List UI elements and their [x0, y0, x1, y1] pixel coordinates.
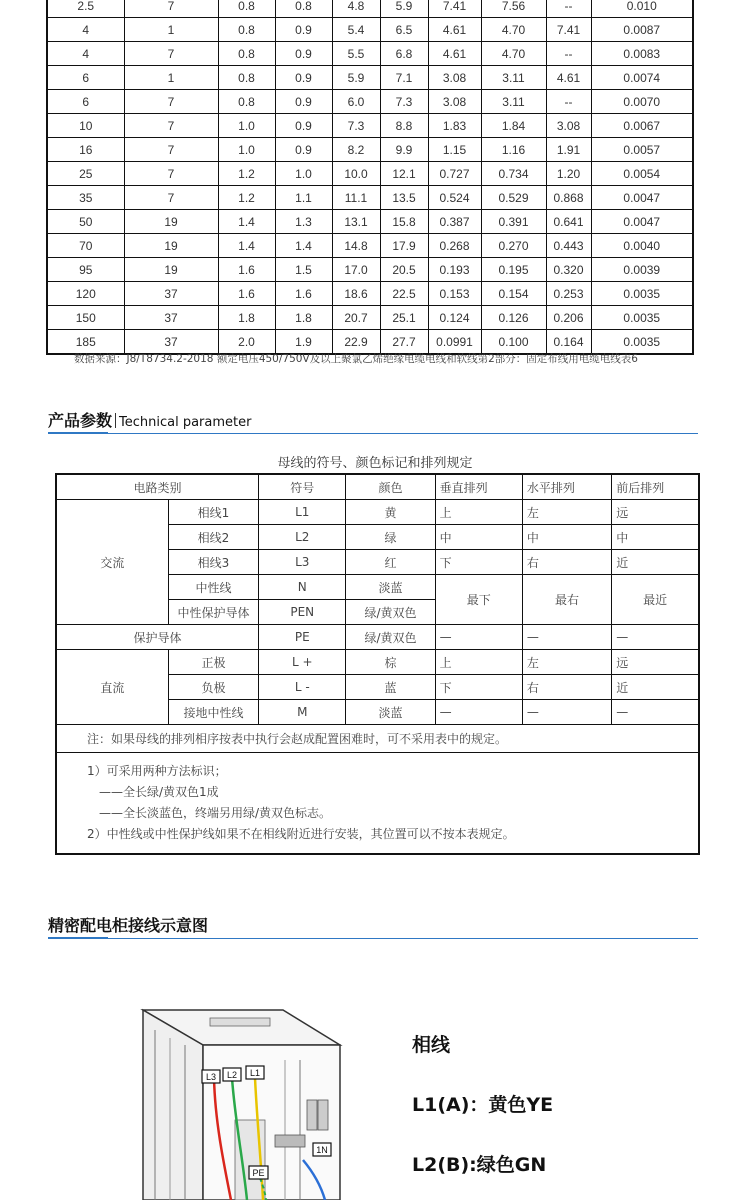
section-title-params — [48, 408, 251, 431]
cable-table-cell: 10 — [47, 114, 124, 138]
cable-table-cell: 7 — [124, 138, 218, 162]
cable-table-cell: 4.61 — [428, 18, 481, 42]
source-note: 数据来源：J8/T8734.2-2018 额定电压450/750V及以上聚氯乙烯绝缘电缆电线和软线第2部分：固定布线用电缆电线表6 — [74, 353, 638, 365]
ac-row-front-back: 中 — [612, 525, 699, 550]
label-l1-tag — [246, 1066, 264, 1079]
dc-row-horizontal: 右 — [522, 675, 611, 700]
cable-table-cell: 0.443 — [546, 234, 591, 258]
cable-table-cell: 4 — [47, 18, 124, 42]
cable-table-cell: 1.2 — [218, 162, 275, 186]
dc-row-color: 棕 — [346, 650, 435, 675]
ac-row-name: 相线3 — [168, 550, 258, 575]
cable-table-cell: 0.8 — [218, 18, 275, 42]
pe-horizontal: — — [522, 625, 611, 650]
cable-table-cell: 120 — [47, 282, 124, 306]
cable-table-cell: 7 — [124, 114, 218, 138]
header-symbol: 符号 — [259, 474, 346, 500]
cable-table-cell: 0.193 — [428, 258, 481, 282]
dc-row-name: 接地中性线 — [168, 700, 258, 725]
svg-text:L2: L2 — [226, 1070, 238, 1080]
cable-table-cell: 1.8 — [275, 306, 332, 330]
cable-table-cell: 0.320 — [546, 258, 591, 282]
ac-row-color: 黄 — [346, 500, 435, 525]
cable-table-cell: 7 — [124, 42, 218, 66]
cable-table-cell: 70 — [47, 234, 124, 258]
cable-table-cell: 27.7 — [380, 330, 428, 355]
cable-table-cell: 185 — [47, 330, 124, 355]
cable-table-cell: 1.6 — [218, 282, 275, 306]
cable-table-cell: 0.124 — [428, 306, 481, 330]
cable-table-cell: 50 — [47, 210, 124, 234]
cable-table-cell: 19 — [124, 258, 218, 282]
cable-table-cell: 0.641 — [546, 210, 591, 234]
cable-table-cell: 7 — [124, 90, 218, 114]
cable-table-cell: -- — [546, 42, 591, 66]
cable-table-cell: 0.9 — [275, 114, 332, 138]
cable-table-cell: 1.9 — [275, 330, 332, 355]
cable-table-cell: 0.0047 — [591, 210, 693, 234]
dc-row-front-back: 远 — [612, 650, 699, 675]
cable-table-cell: 22.9 — [332, 330, 380, 355]
cable-table-cell: 37 — [124, 330, 218, 355]
cable-table-cell: 5.9 — [380, 0, 428, 18]
cable-table-cell: 1.84 — [481, 114, 546, 138]
cable-table-cell: 0.164 — [546, 330, 591, 355]
pe-name: 保护导体 — [56, 625, 259, 650]
svg-text:L3: L3 — [205, 1072, 217, 1082]
header-circuit-type: 电路类别 — [56, 474, 259, 500]
cable-table-cell: 0.0067 — [591, 114, 693, 138]
cable-table-row — [47, 162, 693, 186]
cable-table-cell: 1 — [124, 66, 218, 90]
cable-table-row — [47, 258, 693, 282]
svg-text:1N: 1N — [316, 1145, 328, 1155]
cable-table-cell: 7.3 — [332, 114, 380, 138]
section-underline — [48, 433, 698, 434]
cable-table-cell: 0.8 — [218, 0, 275, 18]
ac-row-color: 绿 — [346, 525, 435, 550]
cable-table-cell: 6.5 — [380, 18, 428, 42]
cable-table-cell: 3.08 — [428, 90, 481, 114]
dc-row-symbol: L + — [259, 650, 346, 675]
cable-table-cell: 1.1 — [275, 186, 332, 210]
cable-table-cell: 1.4 — [218, 210, 275, 234]
cable-table-cell: 0.0054 — [591, 162, 693, 186]
cable-table-cell: 25.1 — [380, 306, 428, 330]
cable-table-cell: 9.9 — [380, 138, 428, 162]
ac-row-front-back: 近 — [612, 550, 699, 575]
cable-table-cell: 0.268 — [428, 234, 481, 258]
dc-row-front-back: 近 — [612, 675, 699, 700]
cable-table-cell: 12.1 — [380, 162, 428, 186]
dc-row-color: 淡蓝 — [346, 700, 435, 725]
neutral-color: 淡蓝 — [346, 575, 435, 600]
cable-table-cell: 19 — [124, 234, 218, 258]
cable-table-cell: 7 — [124, 0, 218, 18]
note-line: 2）中性线或中性保护线如果不在相线附近进行安装，其位置可以不按本表规定。 — [87, 827, 515, 841]
cable-table-cell: 2.0 — [218, 330, 275, 355]
cable-table-row — [47, 0, 693, 18]
cable-table-cell: 6 — [47, 90, 124, 114]
cable-table-cell: 0.206 — [546, 306, 591, 330]
cable-table-cell: 1.6 — [218, 258, 275, 282]
cable-table-cell: 37 — [124, 306, 218, 330]
pe-front-back: — — [612, 625, 699, 650]
cable-table-cell: 0.529 — [481, 186, 546, 210]
cable-table-cell: 0.9 — [275, 18, 332, 42]
header-horizontal: 水平排列 — [522, 474, 611, 500]
busbar-table — [55, 473, 700, 855]
cable-table-cell: -- — [546, 90, 591, 114]
cable-table-cell: 1.0 — [218, 114, 275, 138]
cable-table-cell: 19 — [124, 210, 218, 234]
top-vent — [210, 1018, 270, 1026]
cable-table-cell: 4.61 — [428, 42, 481, 66]
dc-row-symbol: L - — [259, 675, 346, 700]
cable-table-cell: 0.0035 — [591, 282, 693, 306]
header-color: 颜色 — [346, 474, 435, 500]
cable-table-cell: 0.0991 — [428, 330, 481, 355]
cable-table-cell: 3.08 — [546, 114, 591, 138]
cable-table-cell: 1.15 — [428, 138, 481, 162]
cable-table-cell: 0.270 — [481, 234, 546, 258]
ac-row-name: 相线1 — [168, 500, 258, 525]
busbar-table-caption: 母线的符号、颜色标记和排列规定 — [277, 456, 473, 471]
cable-table-cell: 15.8 — [380, 210, 428, 234]
cable-table-cell: 0.0057 — [591, 138, 693, 162]
header-vertical: 垂直排列 — [435, 474, 522, 500]
cable-table-cell: 0.734 — [481, 162, 546, 186]
header-front-back: 前后排列 — [612, 474, 699, 500]
dc-row-color: 蓝 — [346, 675, 435, 700]
cable-table-cell: 7.41 — [546, 18, 591, 42]
cable-table-row — [47, 186, 693, 210]
note-line: 1）可采用两种方法标识； — [87, 764, 227, 778]
dc-row-horizontal: — — [522, 700, 611, 725]
cable-table-cell: 4.70 — [481, 18, 546, 42]
cable-table-cell: 0.126 — [481, 306, 546, 330]
cable-table-cell: 0.8 — [218, 66, 275, 90]
cable-table-cell: 0.868 — [546, 186, 591, 210]
cable-table-cell: 0.100 — [481, 330, 546, 355]
neutral-vertical: 最下 — [435, 575, 522, 625]
note-line: ——全长绿/黄双色1成 — [99, 785, 219, 799]
ac-row-front-back: 远 — [612, 500, 699, 525]
svg-text:L1: L1 — [249, 1068, 261, 1078]
section-title-diagram: 精密配电柜接线示意图 — [48, 916, 209, 935]
cable-table-cell: 1.5 — [275, 258, 332, 282]
cable-table-cell: 0.153 — [428, 282, 481, 306]
cable-table-row — [47, 114, 693, 138]
legend-line-l1: L1(A)：黄色YE — [412, 1094, 554, 1116]
cable-table-cell: 4.61 — [546, 66, 591, 90]
section-title-en: Technical parameter — [119, 415, 252, 430]
table-notes — [56, 753, 699, 855]
dc-row-vertical: — — [435, 700, 522, 725]
legend-title: 相线 — [412, 1034, 451, 1056]
cable-table-cell: 0.0035 — [591, 306, 693, 330]
cable-table-row — [47, 138, 693, 162]
section-underline — [48, 938, 698, 939]
pen-color: 绿/黄双色 — [346, 600, 435, 625]
cable-table-cell: 20.5 — [380, 258, 428, 282]
cable-spec-table — [46, 0, 694, 355]
ac-row-symbol: L1 — [259, 500, 346, 525]
cable-table-cell: 1.20 — [546, 162, 591, 186]
cable-table-cell: 0.0047 — [591, 186, 693, 210]
cable-table-cell: 0.195 — [481, 258, 546, 282]
cable-table-cell: 0.727 — [428, 162, 481, 186]
cable-table-cell: 7 — [124, 186, 218, 210]
cable-table-cell: 0.391 — [481, 210, 546, 234]
cable-table-cell: 0.0087 — [591, 18, 693, 42]
cable-table-cell: 1.16 — [481, 138, 546, 162]
pen-symbol: PEN — [259, 600, 346, 625]
cable-table-row — [47, 18, 693, 42]
cable-table-row — [47, 282, 693, 306]
cable-table-cell: 0.8 — [218, 42, 275, 66]
cable-table-cell: 1.4 — [218, 234, 275, 258]
ac-row-color: 红 — [346, 550, 435, 575]
cable-table-cell: 0.9 — [275, 90, 332, 114]
cable-table-cell: 0.8 — [275, 0, 332, 18]
ac-row-symbol: L2 — [259, 525, 346, 550]
cable-table-cell: 3.11 — [481, 90, 546, 114]
ac-row-vertical: 中 — [435, 525, 522, 550]
cable-table-cell: 3.11 — [481, 66, 546, 90]
cable-table-cell: 1.0 — [275, 162, 332, 186]
cable-table-cell: 1.2 — [218, 186, 275, 210]
cable-table-cell: 1.3 — [275, 210, 332, 234]
ac-row-horizontal: 右 — [522, 550, 611, 575]
cabinet-wiring-diagram — [135, 1000, 350, 1200]
cable-table-cell: 14.8 — [332, 234, 380, 258]
cable-table-cell: 6.8 — [380, 42, 428, 66]
cable-table-row — [47, 210, 693, 234]
cable-table-cell: 0.0040 — [591, 234, 693, 258]
table-note: 注：如果母线的排列相序按表中执行会赵成配置困难时，可不采用表中的规定。 — [56, 725, 699, 753]
neutral-name: 中性线 — [168, 575, 258, 600]
dc-row-vertical: 上 — [435, 650, 522, 675]
cable-table-row — [47, 90, 693, 114]
section-title-cn: 产品参数 — [48, 411, 113, 430]
cable-table-cell: 95 — [47, 258, 124, 282]
cable-table-cell: 25 — [47, 162, 124, 186]
legend-line-l2: L2(B):绿色GN — [412, 1154, 547, 1176]
cable-table-cell: 22.5 — [380, 282, 428, 306]
ac-row-horizontal: 左 — [522, 500, 611, 525]
cable-table-cell: 11.1 — [332, 186, 380, 210]
pe-symbol: PE — [259, 625, 346, 650]
cable-table-cell: 1.83 — [428, 114, 481, 138]
cable-table-cell: 0.154 — [481, 282, 546, 306]
cable-table-cell: 150 — [47, 306, 124, 330]
divider — [115, 413, 116, 428]
dc-row-horizontal: 左 — [522, 650, 611, 675]
ac-row-horizontal: 中 — [522, 525, 611, 550]
cable-table-cell: 8.2 — [332, 138, 380, 162]
cable-table-cell: 6 — [47, 66, 124, 90]
cable-table-cell: 0.0083 — [591, 42, 693, 66]
cable-table-cell: 0.9 — [275, 42, 332, 66]
cable-table-cell: 0.0070 — [591, 90, 693, 114]
cable-table-cell: 7.41 — [428, 0, 481, 18]
ac-row-symbol: L3 — [259, 550, 346, 575]
cable-table-cell: 8.8 — [380, 114, 428, 138]
cable-table-cell: 0.524 — [428, 186, 481, 210]
cable-table-cell: 1.91 — [546, 138, 591, 162]
cable-table-cell: 6.0 — [332, 90, 380, 114]
cable-table-cell: 1 — [124, 18, 218, 42]
cable-table-cell: 7.3 — [380, 90, 428, 114]
cable-table-cell: 0.8 — [218, 90, 275, 114]
cable-table-cell: 16 — [47, 138, 124, 162]
cable-table-cell: 5.5 — [332, 42, 380, 66]
cable-table-cell: 0.9 — [275, 138, 332, 162]
dc-row-vertical: 下 — [435, 675, 522, 700]
cable-table-cell: -- — [546, 0, 591, 18]
cable-table-cell: 2.5 — [47, 0, 124, 18]
cable-table-cell: 35 — [47, 186, 124, 210]
ac-row-vertical: 下 — [435, 550, 522, 575]
cable-table-cell: 18.6 — [332, 282, 380, 306]
cable-table-cell: 7.1 — [380, 66, 428, 90]
cable-table-row — [47, 66, 693, 90]
cable-table-cell: 1.0 — [218, 138, 275, 162]
cable-table-row — [47, 42, 693, 66]
dc-row-front-back: — — [612, 700, 699, 725]
cable-table-cell: 13.1 — [332, 210, 380, 234]
cable-table-cell: 20.7 — [332, 306, 380, 330]
cable-table-cell: 4 — [47, 42, 124, 66]
cable-table-cell: 17.9 — [380, 234, 428, 258]
ac-row-name: 相线2 — [168, 525, 258, 550]
pe-vertical: — — [435, 625, 522, 650]
cable-table-cell: 17.0 — [332, 258, 380, 282]
cable-table-cell: 0.253 — [546, 282, 591, 306]
cable-table-cell: 13.5 — [380, 186, 428, 210]
cable-table-cell: 0.9 — [275, 66, 332, 90]
label-l3-tag — [202, 1070, 220, 1083]
pe-color: 绿/黄双色 — [346, 625, 435, 650]
dc-label: 直流 — [56, 650, 168, 725]
cable-table-cell: 5.9 — [332, 66, 380, 90]
cable-table-row — [47, 306, 693, 330]
label-pe-tag — [249, 1166, 268, 1179]
neutral-front-back: 最近 — [612, 575, 699, 625]
svg-text:PE: PE — [252, 1168, 265, 1178]
cable-table-cell: 4.70 — [481, 42, 546, 66]
ac-label: 交流 — [56, 500, 168, 625]
cable-table-cell: 7.56 — [481, 0, 546, 18]
cable-table-cell: 0.0035 — [591, 330, 693, 355]
label-l2-tag — [223, 1068, 241, 1081]
cable-table-cell: 0.0074 — [591, 66, 693, 90]
cable-table-cell: 7 — [124, 162, 218, 186]
cable-table-cell: 1.4 — [275, 234, 332, 258]
pen-name: 中性保护导体 — [168, 600, 258, 625]
neutral-horizontal: 最右 — [522, 575, 611, 625]
cable-table-cell: 0.010 — [591, 0, 693, 18]
label-1n-tag — [313, 1143, 331, 1156]
cable-table-cell: 37 — [124, 282, 218, 306]
dc-row-name: 负极 — [168, 675, 258, 700]
neutral-symbol: N — [259, 575, 346, 600]
cable-table-cell: 10.0 — [332, 162, 380, 186]
cable-table-cell: 0.387 — [428, 210, 481, 234]
cable-table-cell: 1.6 — [275, 282, 332, 306]
ac-row-vertical: 上 — [435, 500, 522, 525]
cable-table-row — [47, 234, 693, 258]
cable-table-cell: 0.0039 — [591, 258, 693, 282]
cable-table-cell: 4.8 — [332, 0, 380, 18]
dc-row-symbol: M — [259, 700, 346, 725]
dc-row-name: 正极 — [168, 650, 258, 675]
cable-table-cell: 5.4 — [332, 18, 380, 42]
note-line: ——全长淡蓝色，终端另用绿/黄双色标志。 — [99, 806, 332, 820]
cable-table-cell: 1.8 — [218, 306, 275, 330]
cable-table-cell: 3.08 — [428, 66, 481, 90]
